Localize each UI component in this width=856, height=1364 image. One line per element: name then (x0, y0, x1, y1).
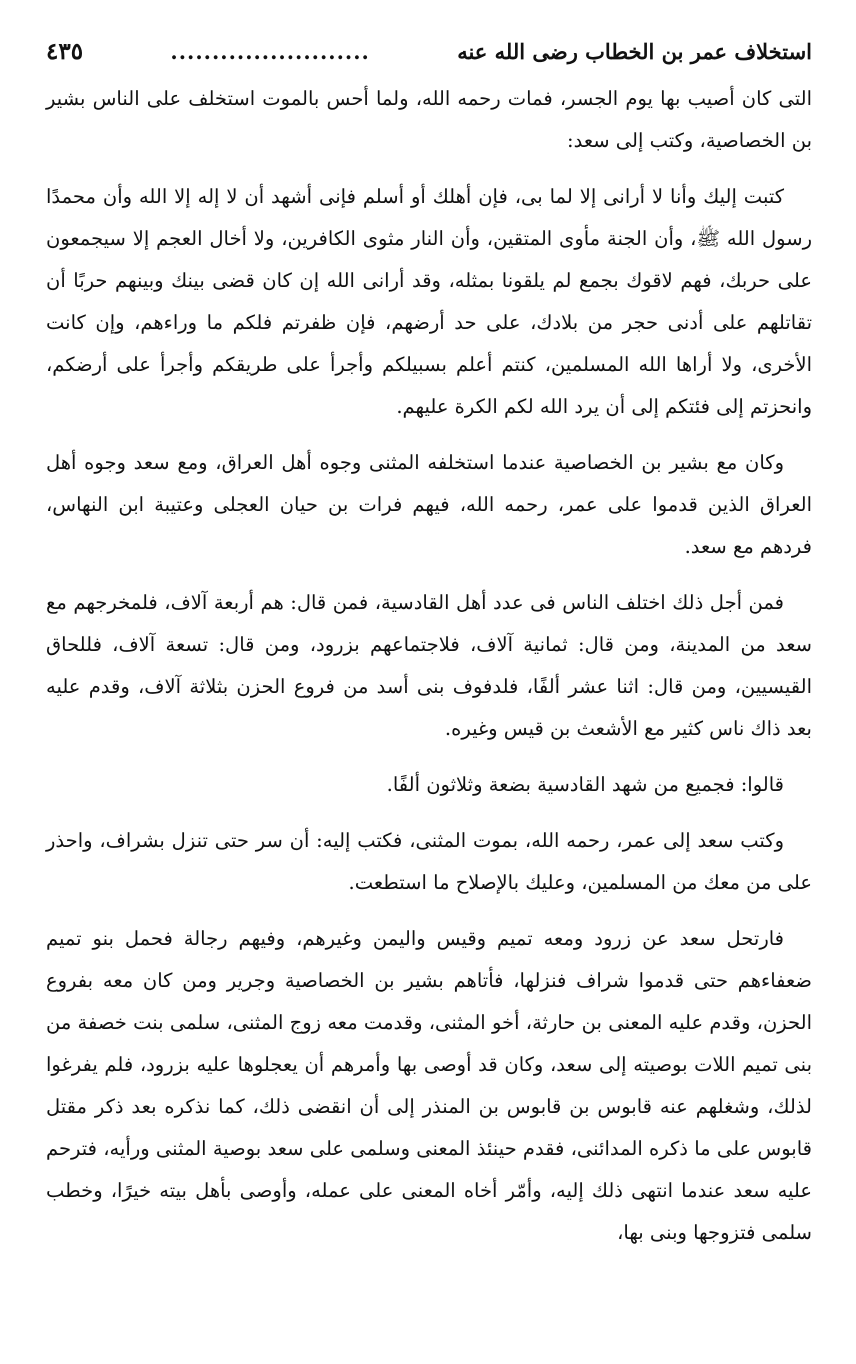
leader-dots: ........................ (170, 39, 370, 64)
running-header (46, 38, 812, 78)
paragraph-4: فمن أجل ذلك اختلف الناس فى عدد أهل القادسية، فمن قال: هم أربعة آلاف، فلمخرجهم مع سعد من المدينة، ومن قال: ثمانية آلاف، فلاجتماعهم بزرود، ومن قال: تسعة آلاف، فللحاق القيسيين، ومن قال: اثنا عشر ألفًا، فلدفوف بنى أسد من فروع الحزن بثلاثة آلاف، وقدم عليه بعد ذاك ناس كثير مع الأشعث بن قيس وغيره. (46, 591, 812, 740)
paragraph-6: وكتب سعد إلى عمر، رحمه الله، بموت المثنى، فكتب إليه: أن سر حتى تنزل بشراف، واحذر على من معك من المسلمين، وعليك بالإصلاح ما استطعت. (46, 829, 812, 894)
paragraph-2: كتبت إليك وأنا لا أرانى إلا لما بى، فإن أهلك أو أسلم فإنى أشهد أن لا إله إلا الله وأن محمدًا رسول الله ﷺ، وأن الجنة مأوى المتقين، وأن النار مثوى الكافرين، ولا أخال العجم إلا سيجمعون على حربك، فهم لاقوك بجمع لم يلقونا بمثله، وقد أرانى الله إن كان قضى بينك وبينهم حربًا أن تقاتلهم على أدنى حجر من بلادك، على حد أرضهم، فإن ظفرتم فلكم ما وراءهم، وإن كانت الأخرى، ولا أراها الله المسلمين، كنتم أعلم بسبيلكم وأجرأ على طريقكم وأجرأ على أرضكم، وانحزتم إلى فئتكم إلى أن يرد الله لكم الكرة عليهم. (46, 185, 812, 418)
chapter-title: استخلاف عمر بن الخطاب رضى الله عنه (457, 39, 812, 64)
page-number: ٤٣٥ (46, 38, 84, 65)
paragraph-5: قالوا: فجميع من شهد القادسية بضعة وثلاثون ألفًا. (386, 773, 784, 796)
paragraph-7: فارتحل سعد عن زرود ومعه تميم وقيس واليمن وغيرهم، وفيهم رجالة فحمل بنو تميم ضعفاءهم حتى قدموا شراف فنزلها، فأتاهم بشير بن الخصاصية وجرير ومن كان معه بفروع الحزن، وقدم عليه المعنى بن حارثة، أخو المثنى، وقدمت معه زوج المثنى، سلمى بنت خصفة من بنى تميم اللات بوصيته إلى سعد، وكان قد أوصى بها وأمرهم أن يعجلوها عليه بزرود، فلم يفرغوا لذلك، وشغلهم عنه قابوس بن قابوس بن المنذر إلى أن انقضى ذلك، كما نذكره بعد ذكر مقتل قابوس على ما ذكره المدائنى، فقدم حينئذ المعنى وسلمى على سعد بوصية المثنى ورأيه، فترحم عليه سعد عندما انتهى ذلك إليه، وأمّر أخاه المعنى على عمله، وأوصى بأهل بيته خيرًا، وخطب سلمى فتزوجها وبنى بها، (46, 927, 812, 1244)
body-text (46, 78, 812, 1254)
paragraph-3: وكان مع بشير بن الخصاصية عندما استخلفه المثنى وجوه أهل العراق، ومع سعد وجوه أهل العراق الذين قدموا على عمر، رحمه الله، فيهم فرات بن حيان العجلى وعتيبة ابن النهاس، فردهم مع سعد. (46, 451, 812, 558)
paragraph-1: التى كان أصيب بها يوم الجسر، فمات رحمه الله، ولما أحس بالموت استخلف على الناس بشير بن الخصاصية، وكتب إلى سعد: (46, 87, 812, 152)
